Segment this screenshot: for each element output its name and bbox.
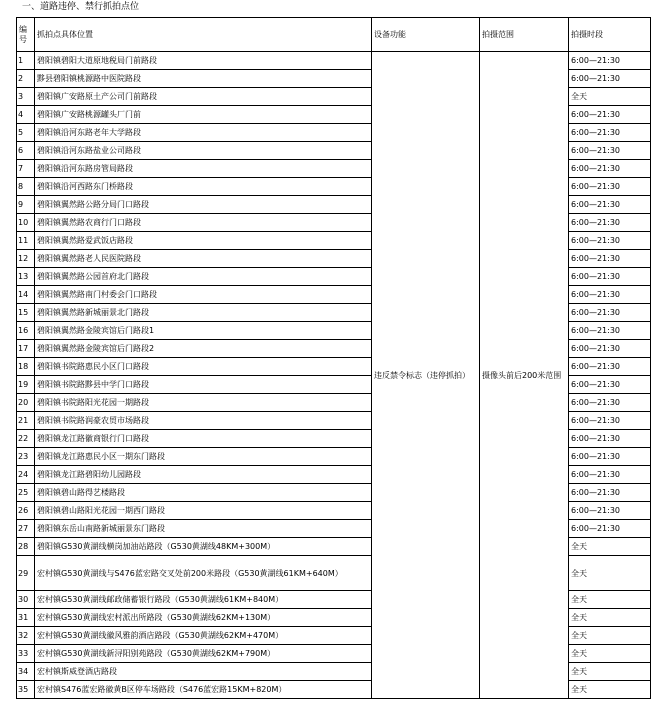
row-period: 6:00—21:30 xyxy=(569,214,651,232)
row-number: 24 xyxy=(17,466,35,484)
section-heading: 一、道路违停、禁行抓拍点位 xyxy=(22,2,140,12)
row-period: 全天 xyxy=(569,627,651,645)
row-location: 碧阳镇书院路黟县中学门口路段 xyxy=(35,376,372,394)
row-number: 8 xyxy=(17,178,35,196)
row-number: 16 xyxy=(17,322,35,340)
row-number: 2 xyxy=(17,70,35,88)
row-number: 29 xyxy=(17,556,35,591)
row-location: 碧阳镇龙江路惠民小区一期东门路段 xyxy=(35,448,372,466)
row-number: 13 xyxy=(17,268,35,286)
column-header-num: 编号 xyxy=(17,18,35,52)
row-period: 6:00—21:30 xyxy=(569,430,651,448)
row-number: 22 xyxy=(17,430,35,448)
column-header-function: 设备功能 xyxy=(372,18,480,52)
row-location: 碧阳镇沿河东路老年大学路段 xyxy=(35,124,372,142)
table-body xyxy=(17,52,651,699)
row-period: 全天 xyxy=(569,645,651,663)
row-number: 11 xyxy=(17,232,35,250)
row-period: 6:00—21:30 xyxy=(569,340,651,358)
row-period: 6:00—21:30 xyxy=(569,322,651,340)
row-location: 碧阳镇碧山路得艺楼路段 xyxy=(35,484,372,502)
row-number: 26 xyxy=(17,502,35,520)
row-location: 碧阳镇翼然路南门村委会门口路段 xyxy=(35,286,372,304)
row-period: 6:00—21:30 xyxy=(569,502,651,520)
row-number: 12 xyxy=(17,250,35,268)
row-period: 6:00—21:30 xyxy=(569,358,651,376)
row-location: 碧阳镇翼然路爱武饭店路段 xyxy=(35,232,372,250)
row-period: 全天 xyxy=(569,609,651,627)
row-period: 全天 xyxy=(569,591,651,609)
row-location: 碧阳镇翼然路老人民医院路段 xyxy=(35,250,372,268)
row-location: 碧阳镇广安路原土产公司门前路段 xyxy=(35,88,372,106)
row-location: 碧阳镇翼然路金陵宾馆后门路段2 xyxy=(35,340,372,358)
row-location: 宏村镇G530黄湖线徽风雅韵酒店路段（G530黄湖线62KM+470M） xyxy=(35,627,372,645)
row-period: 6:00—21:30 xyxy=(569,412,651,430)
row-location: 碧阳镇翼然路金陵宾馆后门路段1 xyxy=(35,322,372,340)
row-period: 全天 xyxy=(569,556,651,591)
row-location: 碧阳镇东岳山南路新城丽景东门路段 xyxy=(35,520,372,538)
row-location: 碧阳镇G530黄湖线横岗加油站路段（G530黄湖线48KM+300M） xyxy=(35,538,372,556)
row-location: 碧阳镇龙江路碧阳幼儿园路段 xyxy=(35,466,372,484)
row-period: 全天 xyxy=(569,681,651,699)
row-number: 28 xyxy=(17,538,35,556)
row-location: 宏村镇G530黄湖线邮政储蓄银行路段（G530黄湖线61KM+840M） xyxy=(35,591,372,609)
row-number: 4 xyxy=(17,106,35,124)
row-period: 6:00—21:30 xyxy=(569,520,651,538)
row-period: 6:00—21:30 xyxy=(569,196,651,214)
column-header-location: 抓拍点具体位置 xyxy=(35,18,372,52)
row-period: 6:00—21:30 xyxy=(569,394,651,412)
row-location: 宏村镇斯威登酒店路段 xyxy=(35,663,372,681)
row-number: 10 xyxy=(17,214,35,232)
row-number: 20 xyxy=(17,394,35,412)
row-number: 30 xyxy=(17,591,35,609)
row-location: 碧阳镇书院路润豪农贸市场路段 xyxy=(35,412,372,430)
row-location: 碧阳镇翼然路公园首府北门路段 xyxy=(35,268,372,286)
row-period: 6:00—21:30 xyxy=(569,142,651,160)
row-location: 碧阳镇龙江路徽商银行门口路段 xyxy=(35,430,372,448)
table-row xyxy=(17,52,651,70)
column-header-range: 拍摄范围 xyxy=(480,18,569,52)
row-period: 6:00—21:30 xyxy=(569,484,651,502)
row-number: 27 xyxy=(17,520,35,538)
row-period: 6:00—21:30 xyxy=(569,286,651,304)
device-function-cell: 违反禁令标志（违停抓拍） xyxy=(372,52,480,699)
row-location: 宏村镇G530黄湖线新浔阳别苑路段（G530黄湖线62KM+790M） xyxy=(35,645,372,663)
row-location: 碧阳镇沿河东路盐业公司路段 xyxy=(35,142,372,160)
row-location: 碧阳镇碧山路阳光花园一期西门路段 xyxy=(35,502,372,520)
row-number: 31 xyxy=(17,609,35,627)
row-period: 6:00—21:30 xyxy=(569,268,651,286)
row-number: 35 xyxy=(17,681,35,699)
row-location: 碧阳镇书院路惠民小区门口路段 xyxy=(35,358,372,376)
row-period: 6:00—21:30 xyxy=(569,106,651,124)
row-location: 碧阳镇沿河东路房管局路段 xyxy=(35,160,372,178)
row-number: 21 xyxy=(17,412,35,430)
row-location: 碧阳镇沿河西路东门桥路段 xyxy=(35,178,372,196)
row-period: 6:00—21:30 xyxy=(569,178,651,196)
row-number: 17 xyxy=(17,340,35,358)
row-number: 18 xyxy=(17,358,35,376)
row-location: 碧阳镇书院路阳光花园一期路段 xyxy=(35,394,372,412)
row-number: 23 xyxy=(17,448,35,466)
row-number: 19 xyxy=(17,376,35,394)
row-location: 宏村镇G530黄湖线宏村派出所路段（G530黄湖线62KM+130M） xyxy=(35,609,372,627)
row-number: 3 xyxy=(17,88,35,106)
row-location: 碧阳镇翼然路农商行门口路段 xyxy=(35,214,372,232)
row-period: 全天 xyxy=(569,663,651,681)
row-number: 32 xyxy=(17,627,35,645)
row-period: 6:00—21:30 xyxy=(569,52,651,70)
row-number: 34 xyxy=(17,663,35,681)
row-period: 6:00—21:30 xyxy=(569,466,651,484)
row-number: 25 xyxy=(17,484,35,502)
row-number: 33 xyxy=(17,645,35,663)
row-number: 1 xyxy=(17,52,35,70)
row-location: 宏村镇S476蓝宏路徽黄B区停车场路段（S476蓝宏路15KM+820M） xyxy=(35,681,372,699)
column-header-period: 拍摄时段 xyxy=(569,18,651,52)
row-number: 9 xyxy=(17,196,35,214)
row-location: 碧阳镇广安路桃源罐头厂门前 xyxy=(35,106,372,124)
row-period: 6:00—21:30 xyxy=(569,250,651,268)
row-period: 全天 xyxy=(569,538,651,556)
row-number: 5 xyxy=(17,124,35,142)
row-number: 15 xyxy=(17,304,35,322)
row-period: 6:00—21:30 xyxy=(569,232,651,250)
row-location: 碧阳镇翼然路新城丽景北门路段 xyxy=(35,304,372,322)
row-period: 6:00—21:30 xyxy=(569,448,651,466)
row-location: 碧阳镇翼然路公路分局门口路段 xyxy=(35,196,372,214)
row-number: 7 xyxy=(17,160,35,178)
row-period: 6:00—21:30 xyxy=(569,376,651,394)
row-number: 14 xyxy=(17,286,35,304)
row-period: 6:00—21:30 xyxy=(569,304,651,322)
row-period: 6:00—21:30 xyxy=(569,70,651,88)
row-period: 全天 xyxy=(569,88,651,106)
row-period: 6:00—21:30 xyxy=(569,160,651,178)
row-location: 黟县碧阳镇桃源路中医院路段 xyxy=(35,70,372,88)
row-number: 6 xyxy=(17,142,35,160)
row-location: 碧阳镇碧阳大道原地税局门前路段 xyxy=(35,52,372,70)
capture-range-cell: 摄像头前后200米范围 xyxy=(480,52,569,699)
row-location: 宏村镇G530黄湖线与S476蓝宏路交叉处前200米路段（G530黄湖线61KM+640M） xyxy=(35,556,372,591)
row-period: 6:00—21:30 xyxy=(569,124,651,142)
table-header-row xyxy=(17,18,651,52)
capture-points-table xyxy=(16,17,651,699)
